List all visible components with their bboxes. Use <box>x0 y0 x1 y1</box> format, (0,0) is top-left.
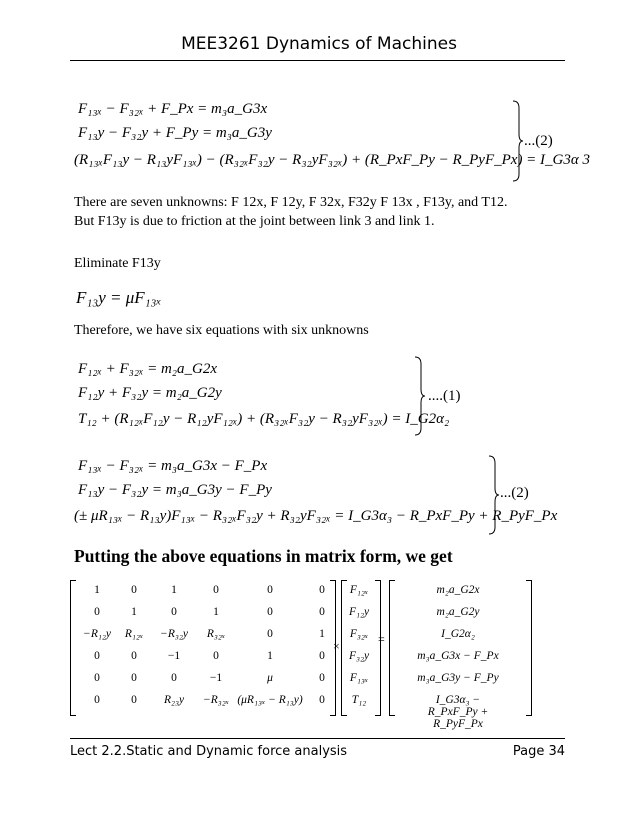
matrix-a-cell: 0 <box>319 584 325 596</box>
equals-operator: = <box>378 632 385 646</box>
matrix-a-cell: 0 <box>131 694 137 706</box>
matrix-a-cell: 0 <box>319 694 325 706</box>
block1-right-brace <box>512 100 524 182</box>
matrix-a-cell: −R₁₂y <box>83 628 111 640</box>
matrix-a-cell: R₃₂ₓ <box>206 628 226 640</box>
matrix-a-cell: (μR₁₃ₓ − R₁₃y) <box>237 694 303 706</box>
matrix-a-cell: 0 <box>94 650 100 662</box>
matrix-a-cell: 0 <box>171 606 177 618</box>
block3-eq1: F₁₃ₓ − F₃₂ₓ = m₃a_G3x − F_Px <box>78 458 268 474</box>
matrix-a-cell: 1 <box>171 584 177 596</box>
matrix-a-cell: 1 <box>131 606 137 618</box>
rhs-vector-cell: I_G2α₂ <box>441 628 475 640</box>
rhs-vector-left-bracket <box>389 580 395 716</box>
block2-right-brace <box>414 356 426 436</box>
rhs-vector-cell: m₂a_G2x <box>436 584 480 596</box>
matrix-a-cell: μ <box>267 672 273 684</box>
footer-lecture-title: Lect 2.2.Static and Dynamic force analysis <box>70 744 348 759</box>
matrix-a-cell: 0 <box>131 584 137 596</box>
matrix-a-cell: 0 <box>319 650 325 662</box>
footer-page-number: Page 34 <box>512 744 565 759</box>
rhs-vector-cell: m₂a_G2y <box>436 606 480 618</box>
block3-equation-number: ...(2) <box>500 485 529 501</box>
matrix-a-cell: 0 <box>94 694 100 706</box>
friction-sentence: But F13y is due to friction at the joint between link 3 and link 1. <box>74 214 435 229</box>
matrix-a-cell: 1 <box>267 650 273 662</box>
matrix-a-cell: 0 <box>171 672 177 684</box>
block1-equation-number: ...(2) <box>524 133 553 149</box>
coefficient-matrix-left-bracket <box>70 580 76 716</box>
unknown-vector-cell: F₁₂y <box>348 606 370 618</box>
block1-eq3: (R₁₃ₓF₁₃y − R₁₃yF₁₃ₓ) − (R₃₂ₓF₃₂y − R₃₂yF₃₂ₓ) + (R_PxF_Py − R_PyF_Px) = I_G3α 3 <box>74 152 591 168</box>
matrix-a-cell: 1 <box>213 606 219 618</box>
block1-eq1: F₁₃ₓ − F₃₂ₓ + F_Px = m₃a_G3x <box>78 101 268 117</box>
matrix-a-cell: 0 <box>213 650 219 662</box>
block2-equation-number: ....(1) <box>428 388 461 404</box>
matrix-a-cell: 0 <box>94 606 100 618</box>
matrix-a-cell: −1 <box>209 672 223 684</box>
rhs-vector-cell: m₃a_G3y − F_Py <box>417 672 499 684</box>
unknown-vector-cell: F₁₂ₓ <box>349 584 369 596</box>
matrix-a-cell: R₁₂ₓ <box>124 628 144 640</box>
matrix-a-cell: 0 <box>94 672 100 684</box>
unknown-vector-cell: F₁₃ₓ <box>349 672 369 684</box>
block3-eq2: F₁₃y − F₃₂y = m₃a_G3y − F_Py <box>78 482 272 498</box>
matrix-a-cell: 0 <box>267 584 273 596</box>
unknowns-sentence: There are seven unknowns: F 12x, F 12y, F 32x, F32y F 13x , F13y, and T12. <box>74 195 508 210</box>
rhs-vector-cell: m₃a_G3x − F_Px <box>417 650 499 662</box>
block1-eq2: F₁₃y − F₃₂y + F_Py = m₃a_G3y <box>78 125 272 141</box>
matrix-a-cell: −R₃₂y <box>160 628 188 640</box>
unknown-vector-right-bracket <box>375 580 381 716</box>
block3-eq3: (± μR₁₃ₓ − R₁₃y)F₁₃ₓ − R₃₂ₓF₃₂y + R₃₂yF₃₂ₓ = I_G3α₃ − R_PxF_Py + R_PyF_Px <box>74 508 558 524</box>
unknown-vector-cell: T₁₂ <box>351 694 367 706</box>
unknown-vector-cell: F₃₂y <box>348 650 370 662</box>
friction-equation: F₁₃y = μF₁₃ₓ <box>76 288 162 307</box>
times-operator: × <box>333 639 340 653</box>
rhs-vector-cell: I_G3α₃ − R_PxF_Py + R_PyF_Px <box>427 694 489 730</box>
block2-eq3: T₁₂ + (R₁₂ₓF₁₂y − R₁₂yF₁₂ₓ) + (R₃₂ₓF₃₂y − R₃₂yF₃₂ₓ) = I_G2α₂ <box>78 411 450 427</box>
matrix-a-cell: 1 <box>94 584 100 596</box>
page-header-title: MEE3261 Dynamics of Machines <box>181 34 457 54</box>
footer-rule <box>70 738 565 739</box>
unknown-vector-cell: F₃₂ₓ <box>349 628 369 640</box>
therefore-sentence: Therefore, we have six equations with six unknowns <box>74 323 369 338</box>
block2-eq1: F₁₂ₓ + F₃₂ₓ = m₂a_G2x <box>78 361 217 377</box>
block2-eq2: F₁₂y + F₃₂y = m₂a_G2y <box>78 385 222 401</box>
matrix-a-cell: 0 <box>319 672 325 684</box>
matrix-a-cell: −R₃₂ₓ <box>202 694 230 706</box>
eliminate-label: Eliminate F13y <box>74 256 161 271</box>
block3-right-brace <box>488 455 500 535</box>
matrix-a-cell: R₂₃y <box>163 694 185 706</box>
matrix-a-cell: −1 <box>167 650 181 662</box>
matrix-a-cell: 0 <box>267 606 273 618</box>
matrix-a-cell: 1 <box>319 628 325 640</box>
matrix-a-cell: 0 <box>131 650 137 662</box>
unknown-vector-left-bracket <box>341 580 347 716</box>
matrix-heading: Putting the above equations in matrix form, we get <box>74 546 453 566</box>
matrix-a-cell: 0 <box>319 606 325 618</box>
header-rule <box>70 60 565 61</box>
matrix-a-cell: 0 <box>267 628 273 640</box>
rhs-vector-right-bracket <box>526 580 532 716</box>
matrix-equation <box>70 580 540 730</box>
matrix-a-cell: 0 <box>213 584 219 596</box>
matrix-a-cell: 0 <box>131 672 137 684</box>
